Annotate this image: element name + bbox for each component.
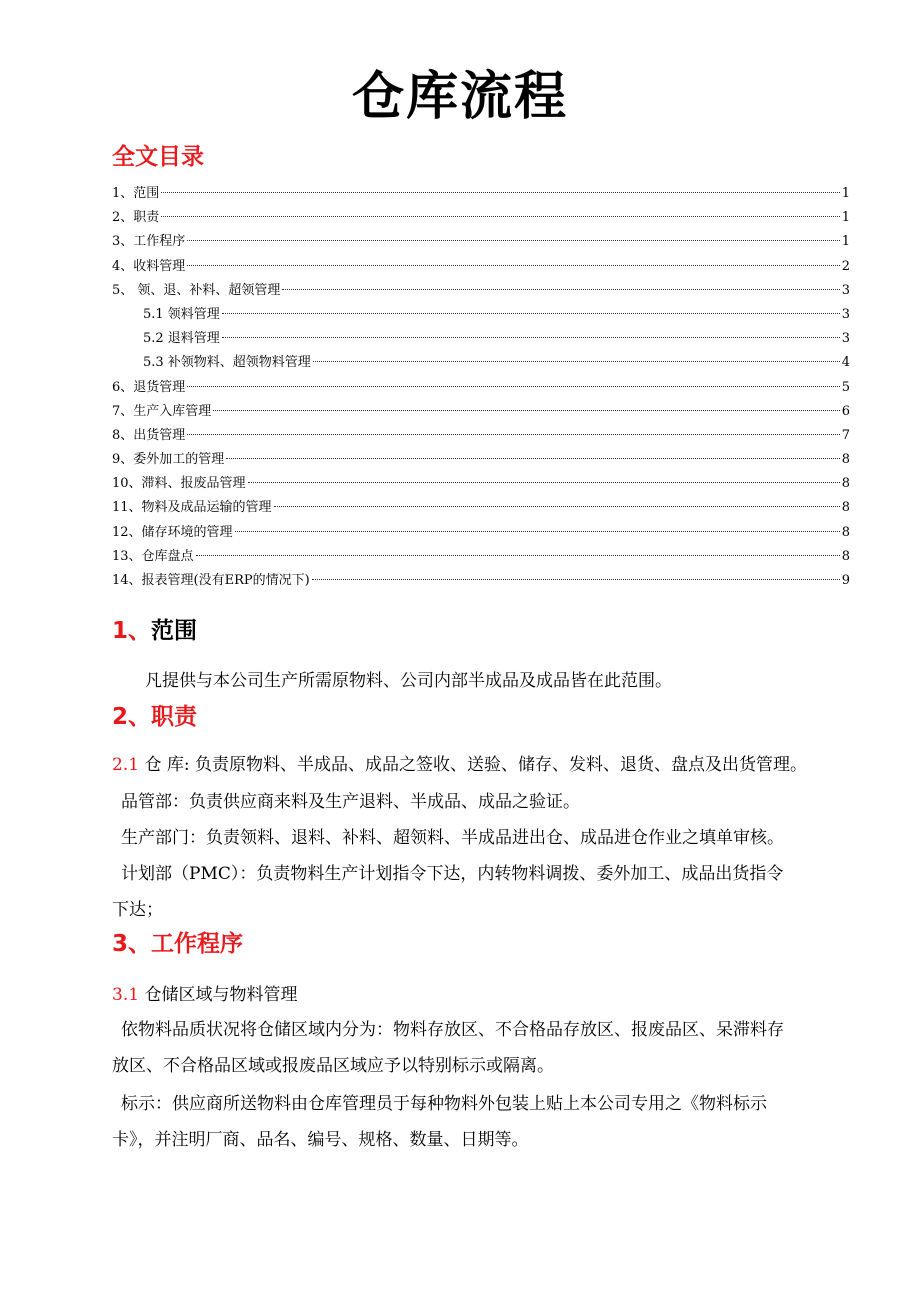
- toc-entry[interactable]: [112, 376, 850, 400]
- duty-pmc-line-2: 下达；: [112, 900, 163, 920]
- toc-entry-label: 6、退货管理: [112, 379, 186, 395]
- toc-entry-label: 5.1 领料管理: [143, 306, 220, 322]
- section-3-heading: 3、工作程序: [112, 931, 244, 957]
- toc-entry[interactable]: [112, 448, 850, 472]
- toc-entry[interactable]: [112, 424, 850, 448]
- toc-entry-page: 2: [841, 258, 850, 274]
- section-2-heading: 2、职责: [112, 704, 198, 730]
- section-1-text: 凡提供与本公司生产所需原物料、公司内部半成品及成品皆在此范围。: [145, 671, 672, 691]
- toc-entry-page: 3: [841, 282, 850, 298]
- toc-entry-label: 4、收料管理: [112, 258, 186, 274]
- section-1-number: 1、: [112, 618, 152, 644]
- toc-entry-label: 2、职责: [112, 210, 160, 226]
- toc-subentry[interactable]: [112, 303, 850, 327]
- toc-leader-dots: [222, 337, 840, 338]
- toc-leader-dots: [248, 482, 840, 483]
- toc-entry-label: 1、范围: [112, 186, 160, 201]
- toc-entry-page: 3: [841, 331, 850, 347]
- labeling-line-1: 标示：供应商所送物料由仓库管理员于每种物料外包装上贴上本公司专用之《物料标示: [121, 1094, 767, 1114]
- page-title: 仓库流程: [351, 67, 568, 127]
- toc-entry-page: 8: [841, 500, 850, 516]
- toc-entry-page: 6: [841, 403, 850, 419]
- toc-entry[interactable]: [112, 472, 850, 496]
- toc-entry[interactable]: [112, 279, 850, 303]
- toc-entry-label: 5、 领、退、补料、超领管理: [112, 282, 281, 298]
- toc-leader-dots: [226, 458, 839, 459]
- section-1-heading: [112, 614, 197, 648]
- storage-area-line-2: 放区、不合格品区域或报废品区域应予以特别标示或隔离。: [112, 1056, 554, 1076]
- toc-entry[interactable]: [112, 545, 850, 569]
- duty-warehouse: [112, 752, 807, 778]
- toc-leader-dots: [213, 410, 839, 411]
- toc-entry[interactable]: [112, 182, 850, 206]
- toc-leader-dots: [235, 531, 840, 532]
- section-1-title: 范围: [151, 618, 198, 644]
- toc-leader-dots: [222, 313, 840, 314]
- toc-entry-page: 1: [841, 186, 850, 201]
- toc-entry-page: 8: [841, 476, 850, 492]
- storage-area-line-1: 依物料品质状况将仓储区域内分为：物料存放区、不合格品存放区、报废品区、呆滞料存: [121, 1020, 784, 1040]
- toc-entry-page: 1: [841, 234, 850, 250]
- subsection-3-1-number: 3.1: [112, 985, 140, 1005]
- toc-leader-dots: [282, 289, 839, 290]
- toc-entry-page: 5: [841, 379, 850, 395]
- labeling-line-2: 卡》，并注明厂商、品名、编号、规格、数量、日期等。: [112, 1130, 529, 1150]
- toc-entry[interactable]: [112, 230, 850, 254]
- toc-entry[interactable]: [112, 206, 850, 230]
- toc-leader-dots: [187, 434, 839, 435]
- toc-entry-label: 11、物料及成品运输的管理: [112, 500, 272, 516]
- toc-entry-page: 7: [841, 427, 850, 443]
- toc-entry-label: 5.2 退料管理: [143, 331, 220, 347]
- toc-entry[interactable]: [112, 521, 850, 545]
- toc-leader-dots: [274, 506, 840, 507]
- duty-pmc-line-1: 计划部（PMC）：负责物料生产计划指令下达，内转物料调拨、委外加工、成品出货指令: [121, 864, 784, 884]
- toc-entry-page: 9: [841, 573, 850, 588]
- toc-leader-dots: [312, 579, 840, 580]
- toc-entry-page: 3: [841, 306, 850, 322]
- toc-heading: 全文目录: [112, 144, 204, 170]
- toc-entry-page: 1: [841, 210, 850, 226]
- subsection-3-1-heading: [112, 982, 297, 1008]
- toc-subentry[interactable]: [112, 351, 850, 375]
- toc-leader-dots: [187, 386, 839, 387]
- toc-entry-label: 12、储存环境的管理: [112, 524, 233, 540]
- toc-subentry[interactable]: [112, 327, 850, 351]
- toc-entry-label: 8、出货管理: [112, 427, 186, 443]
- toc-leader-dots: [161, 216, 839, 217]
- toc-entry-page: 8: [841, 452, 850, 468]
- duty-production: 生产部门：负责领料、退料、补料、超领料、半成品进出仓、成品进仓作业之填单审核。: [121, 828, 784, 848]
- toc-leader-dots: [196, 555, 840, 556]
- duty-warehouse-number: 2.1: [112, 755, 140, 775]
- toc-leader-dots: [161, 192, 839, 193]
- duty-qc: 品管部：负责供应商来料及生产退料、半成品、成品之验证。: [121, 792, 580, 812]
- subsection-3-1-title: 仓储区域与物料管理: [139, 985, 298, 1005]
- duty-warehouse-text: 仓 库: 负责原物料、半成品、成品之签收、送验、储存、发料、退货、盘点及出货管理。: [139, 755, 807, 775]
- toc-entry-label: 9、委外加工的管理: [112, 452, 225, 468]
- toc-entry-label: 14、报表管理(没有ERP的情况下): [112, 573, 310, 588]
- toc-leader-dots: [313, 361, 840, 362]
- toc-entry[interactable]: [112, 569, 850, 593]
- toc-entry-label: 13、仓库盘点: [112, 548, 194, 564]
- toc-entry[interactable]: [112, 400, 850, 424]
- toc-entry-page: 8: [841, 548, 850, 564]
- toc-entry-label: 10、滞料、报废品管理: [112, 476, 246, 492]
- table-of-contents: [112, 182, 850, 593]
- toc-entry-label: 5.3 补领物料、超领物料管理: [143, 355, 311, 371]
- toc-entry[interactable]: [112, 255, 850, 279]
- toc-entry-page: 4: [841, 355, 850, 371]
- toc-entry-label: 3、工作程序: [112, 234, 186, 250]
- toc-leader-dots: [187, 240, 839, 241]
- toc-entry-label: 7、生产入库管理: [112, 403, 212, 419]
- toc-entry-page: 8: [841, 524, 850, 540]
- toc-entry[interactable]: [112, 496, 850, 520]
- toc-leader-dots: [187, 265, 839, 266]
